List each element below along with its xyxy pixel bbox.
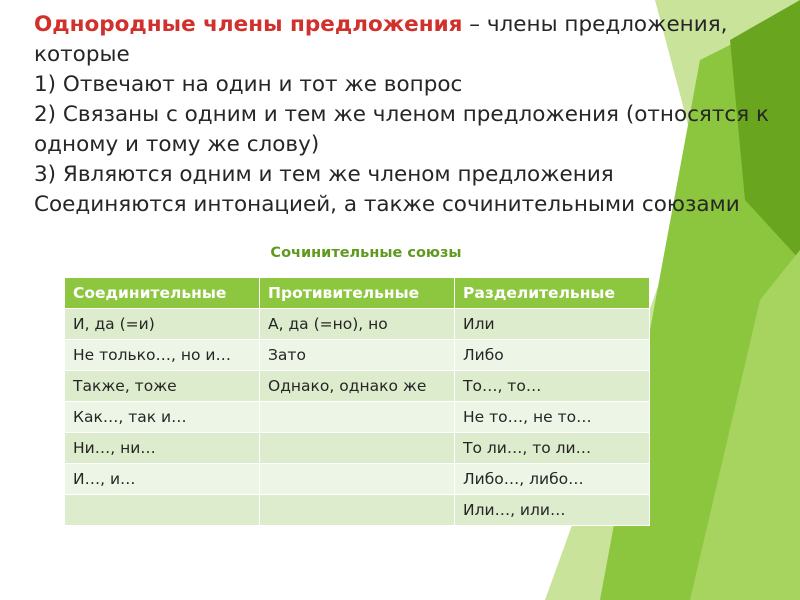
table-cell: Не то…, не то…	[455, 402, 650, 433]
table-cell: Как…, так и…	[65, 402, 260, 433]
table-cell	[260, 402, 455, 433]
heading-line	[34, 10, 774, 40]
table-cell: Ни…, ни…	[65, 433, 260, 464]
rule-2: 2) Связаны с одним и тем же членом предложения (относятся к	[34, 102, 769, 127]
table-cell: Или	[455, 309, 650, 340]
table-row	[65, 340, 650, 371]
table-row	[65, 433, 650, 464]
header-disjunctive: Разделительные	[455, 278, 650, 309]
table-header-row	[65, 278, 650, 309]
table-cell	[260, 433, 455, 464]
table-cell: То ли…, то ли…	[455, 433, 650, 464]
table-row	[65, 495, 650, 526]
table-row	[65, 464, 650, 495]
conjunctions-table	[64, 277, 650, 526]
heading-rest: – члены предложения,	[462, 12, 728, 37]
table-row	[65, 309, 650, 340]
table-row	[65, 402, 650, 433]
table-cell: Или…, или…	[455, 495, 650, 526]
table-cell: Зато	[260, 340, 455, 371]
rule-3: 3) Являются одним и тем же членом предложения	[34, 162, 614, 187]
slide-heading: Однородные члены предложения	[34, 12, 463, 37]
header-adversative: Противительные	[260, 278, 455, 309]
table-row	[65, 371, 650, 402]
table-cell: Либо	[455, 340, 650, 371]
table-cell: И…, и…	[65, 464, 260, 495]
table-caption: Сочинительные союзы	[270, 245, 462, 261]
table-cell: Не только…, но и…	[65, 340, 260, 371]
slide-text	[34, 10, 774, 220]
table-cell: Также, тоже	[65, 371, 260, 402]
table-cell	[260, 464, 455, 495]
table-cell	[65, 495, 260, 526]
connection-note: Соединяются интонацией, а также сочинительными союзами	[34, 192, 740, 217]
rule-1: 1) Отвечают на один и тот же вопрос	[34, 72, 463, 97]
table-cell	[260, 495, 455, 526]
text-line: которые	[34, 42, 130, 67]
table-cell: А, да (=но), но	[260, 309, 455, 340]
table-cell: И, да (=и)	[65, 309, 260, 340]
table-cell: Либо…, либо…	[455, 464, 650, 495]
table-cell: То…, то…	[455, 371, 650, 402]
table-cell: Однако, однако же	[260, 371, 455, 402]
rule-2-continued: одному и тому же слову)	[34, 132, 320, 157]
header-connective: Соединительные	[65, 278, 260, 309]
